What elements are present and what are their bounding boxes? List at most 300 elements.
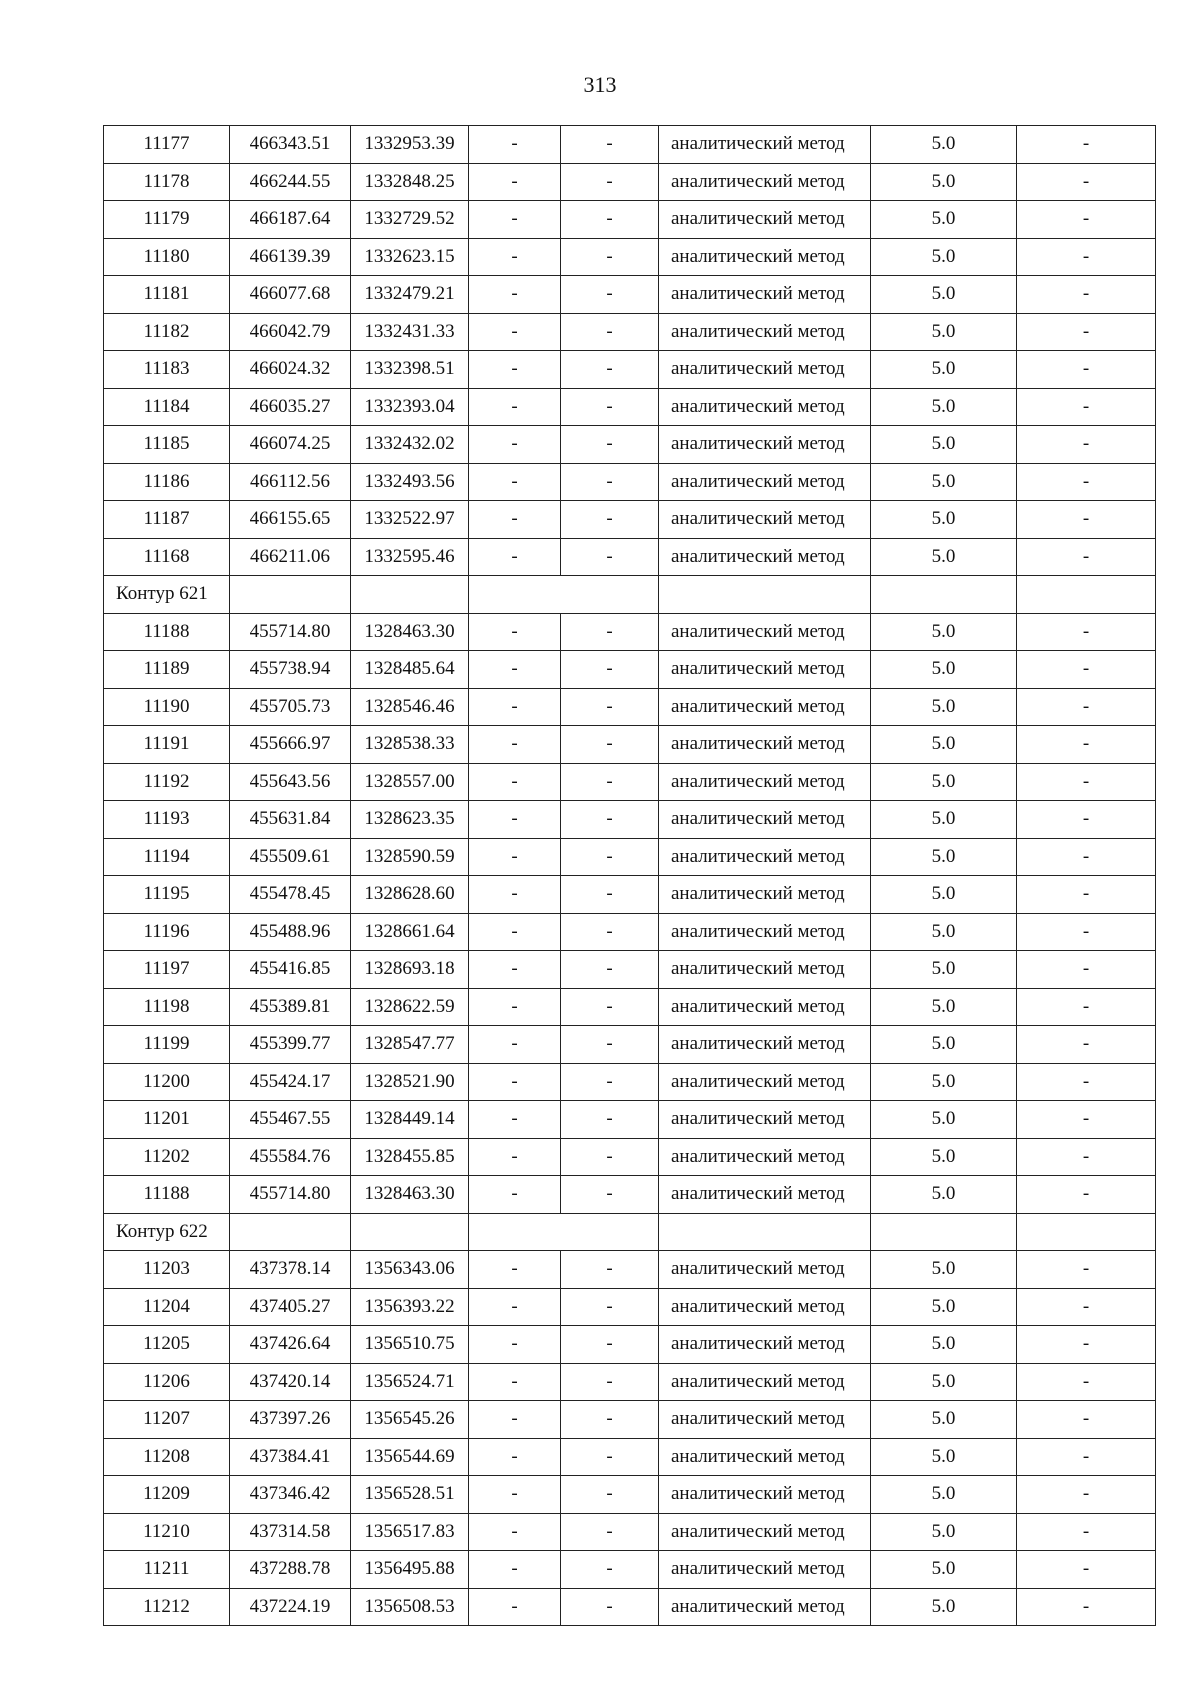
accuracy-cell: 5.0 <box>871 1251 1017 1289</box>
dash-cell: - <box>469 1138 561 1176</box>
x-coordinate-cell: 455714.80 <box>230 613 351 651</box>
point-number-cell: 11178 <box>104 163 230 201</box>
dash-cell: - <box>1017 276 1156 314</box>
y-coordinate-cell: 1328628.60 <box>351 876 469 914</box>
y-coordinate-cell: 1328557.00 <box>351 763 469 801</box>
x-coordinate-cell: 466024.32 <box>230 351 351 389</box>
dash-cell: - <box>1017 126 1156 164</box>
point-number-cell: 11185 <box>104 426 230 464</box>
table-row <box>104 426 1156 464</box>
x-coordinate-cell: 437346.42 <box>230 1476 351 1514</box>
dash-cell: - <box>1017 501 1156 539</box>
contour-label: Контур 621 <box>104 576 230 614</box>
accuracy-cell: 5.0 <box>871 801 1017 839</box>
point-number-cell: 11205 <box>104 1326 230 1364</box>
dash-cell: - <box>1017 1101 1156 1139</box>
x-coordinate-cell: 437420.14 <box>230 1363 351 1401</box>
point-number-cell: 11191 <box>104 726 230 764</box>
accuracy-cell: 5.0 <box>871 276 1017 314</box>
dash-cell: - <box>469 276 561 314</box>
dash-cell: - <box>561 1288 659 1326</box>
dash-cell: - <box>561 688 659 726</box>
x-coordinate-cell: 455631.84 <box>230 801 351 839</box>
dash-cell: - <box>469 951 561 989</box>
dash-cell: - <box>469 538 561 576</box>
dash-cell: - <box>1017 163 1156 201</box>
accuracy-cell: 5.0 <box>871 1551 1017 1589</box>
y-coordinate-cell: 1332432.02 <box>351 426 469 464</box>
point-number-cell: 11210 <box>104 1513 230 1551</box>
dash-cell: - <box>1017 238 1156 276</box>
point-number-cell: 11189 <box>104 651 230 689</box>
method-cell: аналитический метод <box>659 426 871 464</box>
table-row <box>104 913 1156 951</box>
x-coordinate-cell: 437288.78 <box>230 1551 351 1589</box>
empty-cell <box>351 576 469 614</box>
table-row <box>104 951 1156 989</box>
contour-label: Контур 622 <box>104 1213 230 1251</box>
y-coordinate-cell: 1356510.75 <box>351 1326 469 1364</box>
accuracy-cell: 5.0 <box>871 1588 1017 1626</box>
method-cell: аналитический метод <box>659 726 871 764</box>
table-row <box>104 688 1156 726</box>
empty-cell <box>351 1213 469 1251</box>
method-cell: аналитический метод <box>659 388 871 426</box>
table-row <box>104 538 1156 576</box>
y-coordinate-cell: 1328622.59 <box>351 988 469 1026</box>
point-number-cell: 11188 <box>104 1176 230 1214</box>
method-cell: аналитический метод <box>659 1401 871 1439</box>
table-row <box>104 613 1156 651</box>
empty-cell <box>871 576 1017 614</box>
y-coordinate-cell: 1356343.06 <box>351 1251 469 1289</box>
x-coordinate-cell: 455416.85 <box>230 951 351 989</box>
x-coordinate-cell: 455666.97 <box>230 726 351 764</box>
y-coordinate-cell: 1332623.15 <box>351 238 469 276</box>
point-number-cell: 11202 <box>104 1138 230 1176</box>
method-cell: аналитический метод <box>659 1588 871 1626</box>
method-cell: аналитический метод <box>659 351 871 389</box>
dash-cell: - <box>561 838 659 876</box>
y-coordinate-cell: 1332522.97 <box>351 501 469 539</box>
method-cell: аналитический метод <box>659 463 871 501</box>
point-number-cell: 11179 <box>104 201 230 239</box>
x-coordinate-cell: 437314.58 <box>230 1513 351 1551</box>
dash-cell: - <box>1017 201 1156 239</box>
x-coordinate-cell: 455714.80 <box>230 1176 351 1214</box>
method-cell: аналитический метод <box>659 1176 871 1214</box>
point-number-cell: 11192 <box>104 763 230 801</box>
point-number-cell: 11182 <box>104 313 230 351</box>
point-number-cell: 11209 <box>104 1476 230 1514</box>
point-number-cell: 11194 <box>104 838 230 876</box>
table-row <box>104 1288 1156 1326</box>
accuracy-cell: 5.0 <box>871 951 1017 989</box>
table-row <box>104 726 1156 764</box>
y-coordinate-cell: 1332431.33 <box>351 313 469 351</box>
x-coordinate-cell: 466155.65 <box>230 501 351 539</box>
point-number-cell: 11200 <box>104 1063 230 1101</box>
table-row <box>104 1138 1156 1176</box>
method-cell: аналитический метод <box>659 1138 871 1176</box>
point-number-cell: 11201 <box>104 1101 230 1139</box>
coordinates-table-body <box>104 126 1156 1626</box>
method-cell: аналитический метод <box>659 1326 871 1364</box>
x-coordinate-cell: 455399.77 <box>230 1026 351 1064</box>
x-coordinate-cell: 437397.26 <box>230 1401 351 1439</box>
table-row <box>104 1476 1156 1514</box>
point-number-cell: 11177 <box>104 126 230 164</box>
method-cell: аналитический метод <box>659 1251 871 1289</box>
table-row <box>104 201 1156 239</box>
table-row <box>104 876 1156 914</box>
table-row <box>104 801 1156 839</box>
dash-cell: - <box>561 1513 659 1551</box>
method-cell: аналитический метод <box>659 1363 871 1401</box>
y-coordinate-cell: 1356528.51 <box>351 1476 469 1514</box>
dash-cell: - <box>561 1438 659 1476</box>
y-coordinate-cell: 1328449.14 <box>351 1101 469 1139</box>
y-coordinate-cell: 1328455.85 <box>351 1138 469 1176</box>
y-coordinate-cell: 1328547.77 <box>351 1026 469 1064</box>
point-number-cell: 11193 <box>104 801 230 839</box>
point-number-cell: 11190 <box>104 688 230 726</box>
x-coordinate-cell: 455509.61 <box>230 838 351 876</box>
y-coordinate-cell: 1328485.64 <box>351 651 469 689</box>
point-number-cell: 11212 <box>104 1588 230 1626</box>
accuracy-cell: 5.0 <box>871 1101 1017 1139</box>
method-cell: аналитический метод <box>659 1026 871 1064</box>
dash-cell: - <box>1017 538 1156 576</box>
table-row <box>104 501 1156 539</box>
y-coordinate-cell: 1332493.56 <box>351 463 469 501</box>
point-number-cell: 11199 <box>104 1026 230 1064</box>
table-row <box>104 463 1156 501</box>
y-coordinate-cell: 1332953.39 <box>351 126 469 164</box>
dash-cell: - <box>561 1101 659 1139</box>
method-cell: аналитический метод <box>659 1101 871 1139</box>
table-row <box>104 1551 1156 1589</box>
dash-cell: - <box>469 1551 561 1589</box>
table-row <box>104 276 1156 314</box>
dash-cell: - <box>561 388 659 426</box>
x-coordinate-cell: 455584.76 <box>230 1138 351 1176</box>
dash-cell: - <box>561 651 659 689</box>
y-coordinate-cell: 1328463.30 <box>351 1176 469 1214</box>
table-row <box>104 988 1156 1026</box>
x-coordinate-cell: 466112.56 <box>230 463 351 501</box>
method-cell: аналитический метод <box>659 238 871 276</box>
dash-cell: - <box>561 951 659 989</box>
x-coordinate-cell: 466035.27 <box>230 388 351 426</box>
accuracy-cell: 5.0 <box>871 988 1017 1026</box>
table-row <box>104 351 1156 389</box>
dash-cell: - <box>561 426 659 464</box>
dash-cell: - <box>1017 1476 1156 1514</box>
dash-cell: - <box>1017 988 1156 1026</box>
x-coordinate-cell: 466074.25 <box>230 426 351 464</box>
table-row <box>104 388 1156 426</box>
y-coordinate-cell: 1356517.83 <box>351 1513 469 1551</box>
dash-cell: - <box>1017 801 1156 839</box>
method-cell: аналитический метод <box>659 126 871 164</box>
x-coordinate-cell: 455705.73 <box>230 688 351 726</box>
accuracy-cell: 5.0 <box>871 126 1017 164</box>
dash-cell: - <box>469 313 561 351</box>
dash-cell: - <box>561 1176 659 1214</box>
x-coordinate-cell: 466211.06 <box>230 538 351 576</box>
dash-cell: - <box>1017 351 1156 389</box>
empty-cell <box>1017 576 1156 614</box>
table-row <box>104 651 1156 689</box>
point-number-cell: 11204 <box>104 1288 230 1326</box>
method-cell: аналитический метод <box>659 1288 871 1326</box>
table-row <box>104 763 1156 801</box>
table-row <box>104 1513 1156 1551</box>
method-cell: аналитический метод <box>659 163 871 201</box>
table-row <box>104 1101 1156 1139</box>
point-number-cell: 11208 <box>104 1438 230 1476</box>
method-cell: аналитический метод <box>659 876 871 914</box>
dash-cell: - <box>561 726 659 764</box>
x-coordinate-cell: 466042.79 <box>230 313 351 351</box>
x-coordinate-cell: 466244.55 <box>230 163 351 201</box>
dash-cell: - <box>1017 913 1156 951</box>
accuracy-cell: 5.0 <box>871 351 1017 389</box>
dash-cell: - <box>1017 1551 1156 1589</box>
method-cell: аналитический метод <box>659 1513 871 1551</box>
point-number-cell: 11186 <box>104 463 230 501</box>
y-coordinate-cell: 1328463.30 <box>351 613 469 651</box>
method-cell: аналитический метод <box>659 1063 871 1101</box>
dash-cell: - <box>469 201 561 239</box>
dash-cell: - <box>561 538 659 576</box>
x-coordinate-cell: 455738.94 <box>230 651 351 689</box>
y-coordinate-cell: 1328661.64 <box>351 913 469 951</box>
point-number-cell: 11187 <box>104 501 230 539</box>
dash-cell: - <box>469 1101 561 1139</box>
dash-cell: - <box>469 1288 561 1326</box>
dash-cell: - <box>1017 688 1156 726</box>
y-coordinate-cell: 1332848.25 <box>351 163 469 201</box>
y-coordinate-cell: 1356393.22 <box>351 1288 469 1326</box>
dash-cell: - <box>1017 1438 1156 1476</box>
dash-cell: - <box>561 126 659 164</box>
dash-cell: - <box>561 201 659 239</box>
x-coordinate-cell: 455389.81 <box>230 988 351 1026</box>
dash-cell: - <box>469 1063 561 1101</box>
method-cell: аналитический метод <box>659 201 871 239</box>
dash-cell: - <box>1017 1176 1156 1214</box>
accuracy-cell: 5.0 <box>871 613 1017 651</box>
table-row <box>104 1176 1156 1214</box>
accuracy-cell: 5.0 <box>871 1363 1017 1401</box>
dash-cell: - <box>469 763 561 801</box>
dash-cell: - <box>469 463 561 501</box>
accuracy-cell: 5.0 <box>871 1513 1017 1551</box>
y-coordinate-cell: 1356544.69 <box>351 1438 469 1476</box>
dash-cell: - <box>561 1026 659 1064</box>
dash-cell: - <box>1017 463 1156 501</box>
dash-cell: - <box>1017 1138 1156 1176</box>
table-row <box>104 838 1156 876</box>
empty-cell <box>659 576 871 614</box>
accuracy-cell: 5.0 <box>871 876 1017 914</box>
y-coordinate-cell: 1356495.88 <box>351 1551 469 1589</box>
dash-cell: - <box>1017 613 1156 651</box>
dash-cell: - <box>469 426 561 464</box>
accuracy-cell: 5.0 <box>871 1401 1017 1439</box>
empty-cell <box>871 1213 1017 1251</box>
accuracy-cell: 5.0 <box>871 1063 1017 1101</box>
accuracy-cell: 5.0 <box>871 201 1017 239</box>
dash-cell: - <box>561 1251 659 1289</box>
point-number-cell: 11183 <box>104 351 230 389</box>
point-number-cell: 11207 <box>104 1401 230 1439</box>
table-row <box>104 1026 1156 1064</box>
dash-cell: - <box>561 913 659 951</box>
dash-cell: - <box>469 351 561 389</box>
empty-cell <box>469 576 659 614</box>
dash-cell: - <box>1017 1363 1156 1401</box>
contour-header-row <box>104 1213 1156 1251</box>
table-row <box>104 1588 1156 1626</box>
y-coordinate-cell: 1328546.46 <box>351 688 469 726</box>
dash-cell: - <box>561 1063 659 1101</box>
accuracy-cell: 5.0 <box>871 163 1017 201</box>
dash-cell: - <box>469 238 561 276</box>
dash-cell: - <box>469 913 561 951</box>
accuracy-cell: 5.0 <box>871 763 1017 801</box>
accuracy-cell: 5.0 <box>871 1288 1017 1326</box>
method-cell: аналитический метод <box>659 313 871 351</box>
dash-cell: - <box>469 1363 561 1401</box>
x-coordinate-cell: 466343.51 <box>230 126 351 164</box>
table-row <box>104 163 1156 201</box>
method-cell: аналитический метод <box>659 801 871 839</box>
point-number-cell: 11211 <box>104 1551 230 1589</box>
dash-cell: - <box>1017 313 1156 351</box>
dash-cell: - <box>469 388 561 426</box>
dash-cell: - <box>1017 876 1156 914</box>
dash-cell: - <box>469 1438 561 1476</box>
method-cell: аналитический метод <box>659 651 871 689</box>
method-cell: аналитический метод <box>659 763 871 801</box>
dash-cell: - <box>469 1251 561 1289</box>
y-coordinate-cell: 1356524.71 <box>351 1363 469 1401</box>
method-cell: аналитический метод <box>659 538 871 576</box>
table-row <box>104 1363 1156 1401</box>
point-number-cell: 11184 <box>104 388 230 426</box>
accuracy-cell: 5.0 <box>871 501 1017 539</box>
accuracy-cell: 5.0 <box>871 651 1017 689</box>
accuracy-cell: 5.0 <box>871 538 1017 576</box>
method-cell: аналитический метод <box>659 276 871 314</box>
dash-cell: - <box>469 1176 561 1214</box>
point-number-cell: 11181 <box>104 276 230 314</box>
dash-cell: - <box>1017 763 1156 801</box>
dash-cell: - <box>469 1026 561 1064</box>
table-row <box>104 1401 1156 1439</box>
dash-cell: - <box>561 763 659 801</box>
x-coordinate-cell: 455467.55 <box>230 1101 351 1139</box>
dash-cell: - <box>561 613 659 651</box>
accuracy-cell: 5.0 <box>871 388 1017 426</box>
x-coordinate-cell: 455478.45 <box>230 876 351 914</box>
accuracy-cell: 5.0 <box>871 1476 1017 1514</box>
accuracy-cell: 5.0 <box>871 1026 1017 1064</box>
dash-cell: - <box>469 651 561 689</box>
dash-cell: - <box>469 988 561 1026</box>
y-coordinate-cell: 1332729.52 <box>351 201 469 239</box>
method-cell: аналитический метод <box>659 913 871 951</box>
point-number-cell: 11197 <box>104 951 230 989</box>
point-number-cell: 11188 <box>104 613 230 651</box>
accuracy-cell: 5.0 <box>871 1138 1017 1176</box>
dash-cell: - <box>561 501 659 539</box>
dash-cell: - <box>561 351 659 389</box>
x-coordinate-cell: 466187.64 <box>230 201 351 239</box>
y-coordinate-cell: 1332398.51 <box>351 351 469 389</box>
accuracy-cell: 5.0 <box>871 463 1017 501</box>
point-number-cell: 11198 <box>104 988 230 1026</box>
empty-cell <box>659 1213 871 1251</box>
point-number-cell: 11206 <box>104 1363 230 1401</box>
dash-cell: - <box>1017 388 1156 426</box>
dash-cell: - <box>469 688 561 726</box>
point-number-cell: 11180 <box>104 238 230 276</box>
accuracy-cell: 5.0 <box>871 913 1017 951</box>
dash-cell: - <box>1017 1401 1156 1439</box>
table-row <box>104 126 1156 164</box>
x-coordinate-cell: 455643.56 <box>230 763 351 801</box>
method-cell: аналитический метод <box>659 613 871 651</box>
dash-cell: - <box>1017 426 1156 464</box>
x-coordinate-cell: 437378.14 <box>230 1251 351 1289</box>
dash-cell: - <box>469 1513 561 1551</box>
dash-cell: - <box>561 1326 659 1364</box>
dash-cell: - <box>469 726 561 764</box>
dash-cell: - <box>1017 1326 1156 1364</box>
table-row <box>104 1438 1156 1476</box>
dash-cell: - <box>469 876 561 914</box>
method-cell: аналитический метод <box>659 1476 871 1514</box>
dash-cell: - <box>469 1401 561 1439</box>
empty-cell <box>1017 1213 1156 1251</box>
method-cell: аналитический метод <box>659 1551 871 1589</box>
method-cell: аналитический метод <box>659 838 871 876</box>
x-coordinate-cell: 437405.27 <box>230 1288 351 1326</box>
x-coordinate-cell: 455424.17 <box>230 1063 351 1101</box>
y-coordinate-cell: 1356545.26 <box>351 1401 469 1439</box>
page-number: 313 <box>583 72 617 97</box>
dash-cell: - <box>561 1401 659 1439</box>
point-number-cell: 11203 <box>104 1251 230 1289</box>
point-number-cell: 11196 <box>104 913 230 951</box>
dash-cell: - <box>561 1588 659 1626</box>
accuracy-cell: 5.0 <box>871 1326 1017 1364</box>
dash-cell: - <box>469 801 561 839</box>
dash-cell: - <box>469 838 561 876</box>
accuracy-cell: 5.0 <box>871 838 1017 876</box>
x-coordinate-cell: 466139.39 <box>230 238 351 276</box>
empty-cell <box>469 1213 659 1251</box>
dash-cell: - <box>1017 726 1156 764</box>
y-coordinate-cell: 1328590.59 <box>351 838 469 876</box>
table-row <box>104 1063 1156 1101</box>
dash-cell: - <box>469 1326 561 1364</box>
table-row <box>104 1326 1156 1364</box>
